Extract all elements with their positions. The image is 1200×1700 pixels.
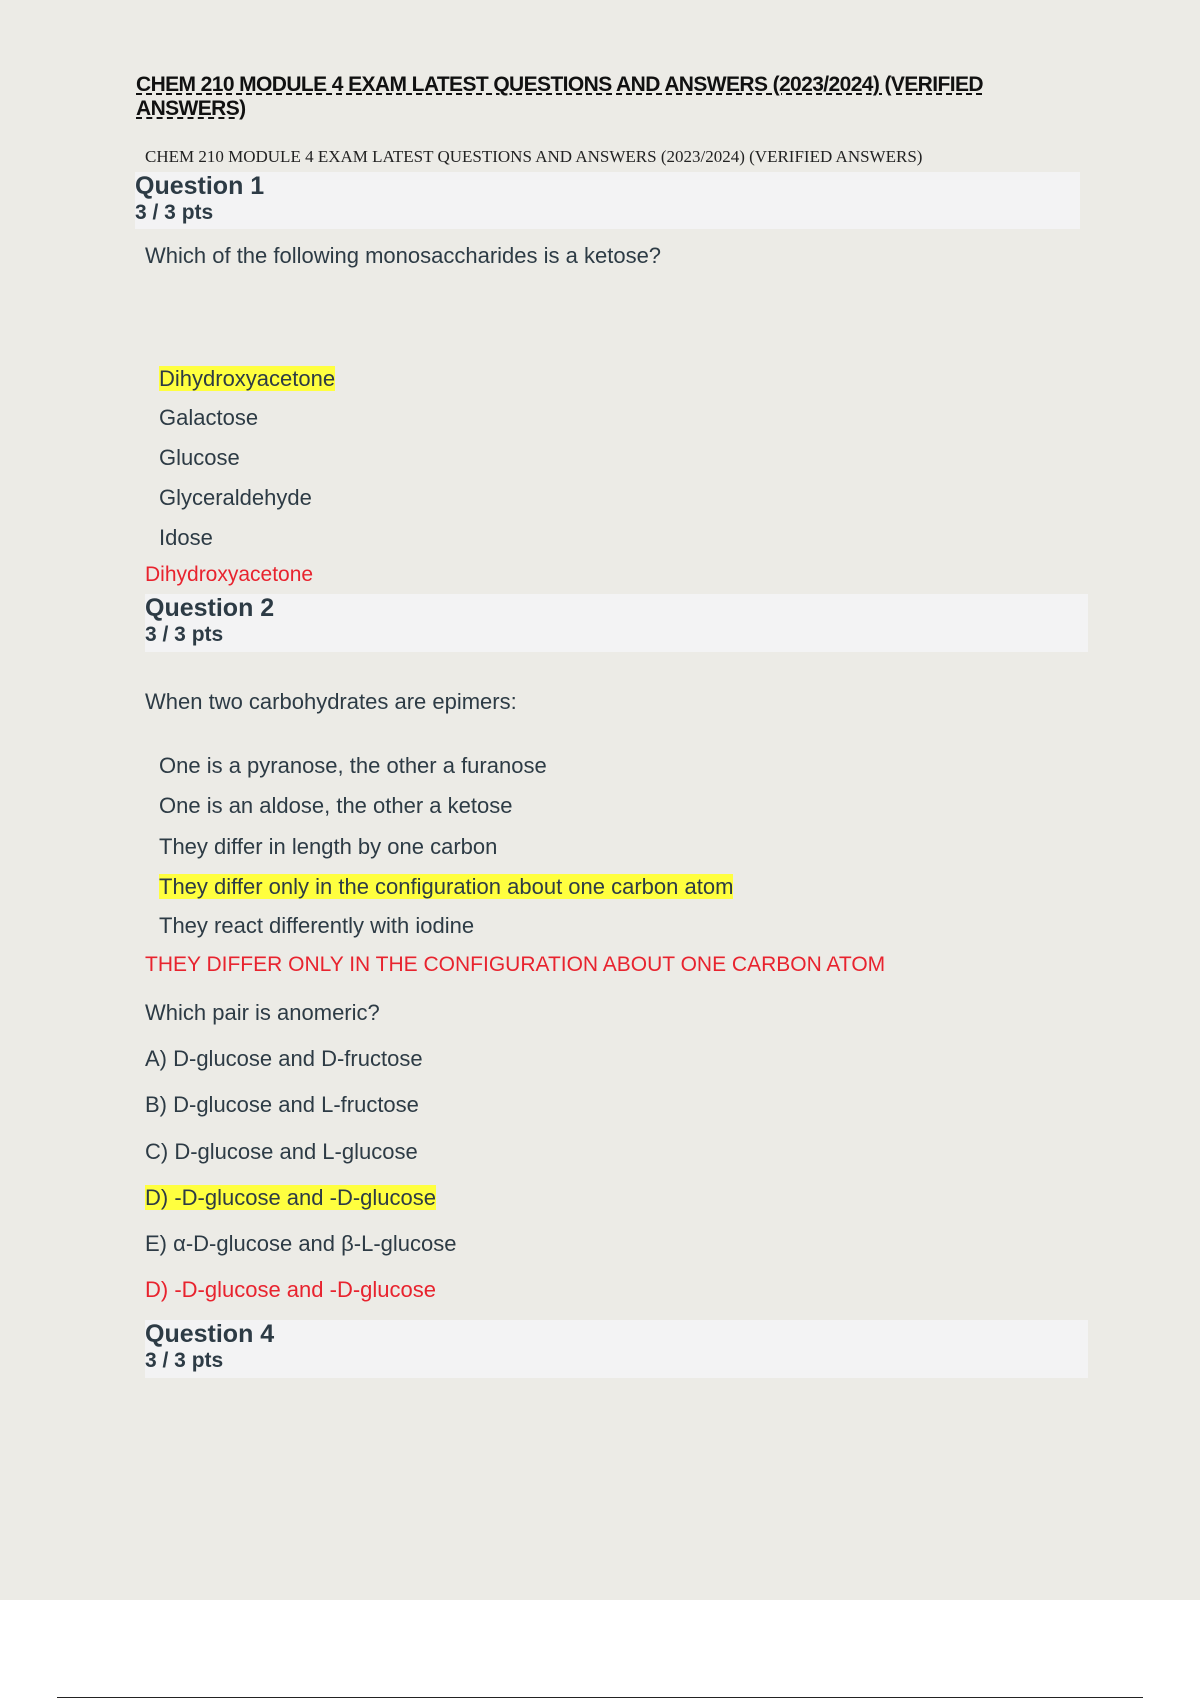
q3-option-c: C) D-glucose and L-glucose xyxy=(145,1139,418,1164)
q1-option-2: Galactose xyxy=(159,405,259,430)
question-1-text: Which of the following monosaccharides is a ketose? xyxy=(145,243,662,268)
question-2-text: When two carbohydrates are epimers: xyxy=(145,689,517,714)
document-title: CHEM 210 MODULE 4 EXAM LATEST QUESTIONS AND ANSWERS (2023/2024) (VERIFIED ANSWERS) xyxy=(136,73,983,120)
q2-option-label: They differ only in the configuration about one carbon atom xyxy=(159,874,734,899)
q1-option-5: Idose xyxy=(159,525,213,550)
q1-option-1 xyxy=(159,366,335,392)
q1-option-4: Glyceraldehyde xyxy=(159,485,312,510)
question-3-text: Which pair is anomeric? xyxy=(145,1000,380,1025)
footer-rule xyxy=(57,1697,1143,1698)
question-1-points: 3 / 3 pts xyxy=(135,201,214,224)
q3-option-a: A) D-glucose and D-fructose xyxy=(145,1046,423,1071)
q3-answer: D) -D-glucose and -D-glucose xyxy=(145,1277,436,1302)
q2-option-1: One is a pyranose, the other a furanose xyxy=(159,753,547,778)
q1-option-label: Dihydroxyacetone xyxy=(159,366,336,391)
document-subtitle: CHEM 210 MODULE 4 EXAM LATEST QUESTIONS AND ANSWERS (2023/2024) (VERIFIED ANSWERS) xyxy=(145,147,923,166)
q3-option-d xyxy=(145,1185,436,1211)
q3-option-e: E) α-D-glucose and β-L-glucose xyxy=(145,1231,457,1256)
q2-option-2: One is an aldose, the other a ketose xyxy=(159,793,513,818)
q2-option-5: They react differently with iodine xyxy=(159,913,475,938)
question-2-title: Question 2 xyxy=(145,594,275,622)
q2-answer: THEY DIFFER ONLY IN THE CONFIGURATION ABOUT ONE CARBON ATOM xyxy=(145,953,886,976)
question-4-points: 3 / 3 pts xyxy=(145,1349,224,1372)
q1-answer: Dihydroxyacetone xyxy=(145,563,314,586)
question-1-header xyxy=(135,172,1080,229)
q1-option-3: Glucose xyxy=(159,445,240,470)
q3-option-label: D) -D-glucose and -D-glucose xyxy=(145,1185,436,1210)
q2-option-3: They differ in length by one carbon xyxy=(159,834,498,859)
question-2-header xyxy=(145,594,1088,652)
question-4-header xyxy=(145,1320,1088,1378)
question-4-title: Question 4 xyxy=(145,1320,275,1348)
question-2-points: 3 / 3 pts xyxy=(145,623,224,646)
question-1-title: Question 1 xyxy=(135,172,265,200)
q3-option-b: B) D-glucose and L-fructose xyxy=(145,1092,419,1117)
q2-option-4 xyxy=(159,874,733,900)
